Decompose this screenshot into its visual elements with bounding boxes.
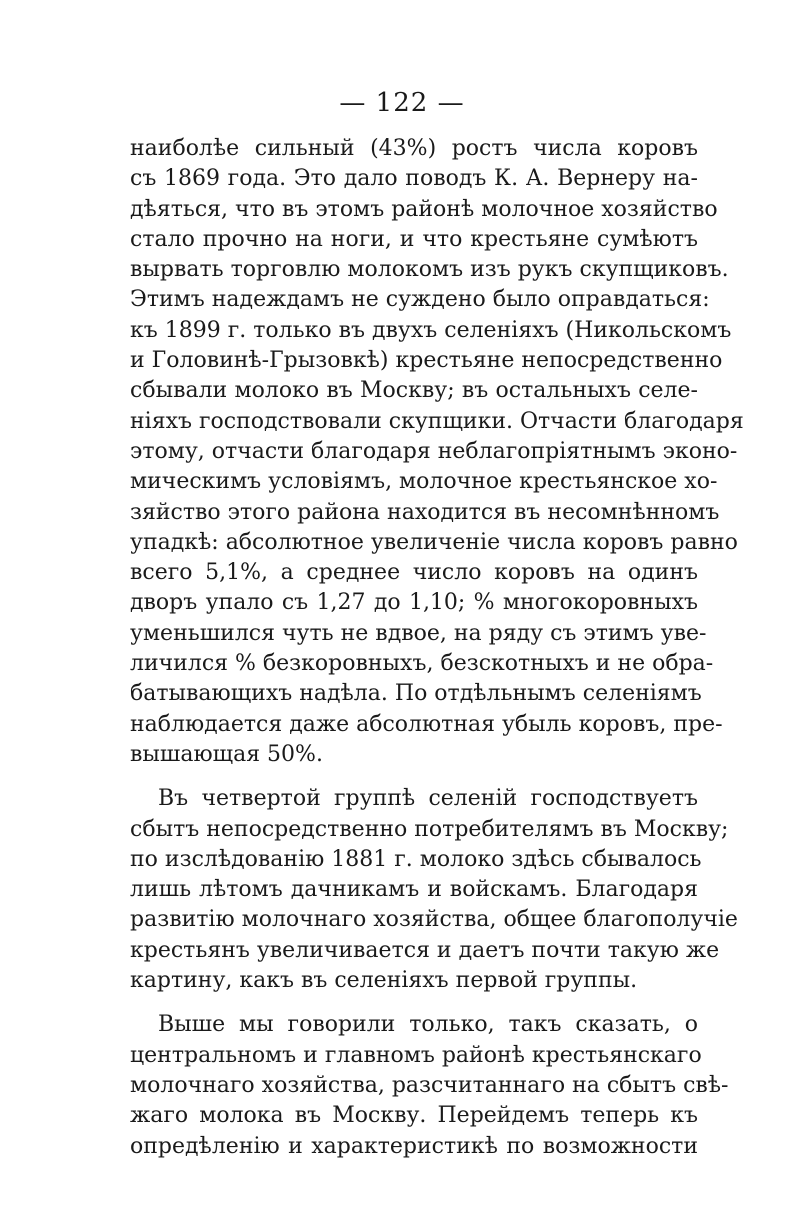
text-line: къ 1899 г. только въ двухъ селеніяхъ (Никольскомъ (130, 317, 732, 343)
text-line: сбытъ непосредственно потребителямъ въ Москву; (130, 816, 729, 842)
text-line: вырвать торговлю молокомъ изъ рукъ скупщиковъ. (130, 257, 729, 283)
text-line: крестьянъ увеличивается и даетъ почти такую же (130, 937, 720, 963)
text-line: дворъ упало съ 1,27 до 1,10; % многокоровныхъ (130, 590, 698, 616)
text-line: личился % безкоровныхъ, безскотныхъ и не обра- (130, 651, 714, 677)
text-line: этому, отчасти благодаря неблагопріятнымъ эконо- (130, 438, 738, 464)
text-line: Выше мы говорили только, такъ сказать, о (158, 1012, 698, 1038)
text-line: дѣяться, что въ этомъ районѣ молочное хозяйство (130, 196, 718, 222)
text-line: развитію молочнаго хозяйства, общее благополучіе (130, 907, 738, 933)
text-line: Этимъ надеждамъ не суждено было оправдаться: (130, 287, 710, 313)
text-line: съ 1869 года. Это дало поводъ К. А. Вернеру на- (130, 166, 698, 192)
text-line: батывающихъ надѣла. По отдѣльнымъ селеніямъ (130, 681, 702, 707)
text-line: наиболѣе сильный (43%) ростъ числа коровъ (130, 136, 698, 161)
page-text (130, 134, 744, 1162)
text-line: наблюдается даже абсолютная убыль коровъ, пре- (130, 711, 723, 737)
text-line: вышающая 50%. (130, 741, 323, 767)
text-line: и Головинѣ-Грызовкѣ) крестьяне непосредственно (130, 348, 723, 374)
text-line: сбывали молоко въ Москву; въ остальныхъ селе- (130, 378, 698, 404)
text-line: опредѣленію и характеристикѣ по возможности (130, 1133, 698, 1159)
text-line: уменьшился чуть не вдвое, на ряду съ этимъ уве- (130, 620, 707, 646)
text-line: жаго молока въ Москву. Перейдемъ теперь къ (130, 1103, 698, 1129)
paragraph-2 (130, 784, 738, 996)
text-line: зяйство этого района находится въ несомнѣнномъ (130, 499, 720, 525)
paragraph-gap (130, 996, 698, 1010)
text-line: лишь лѣтомъ дачникамъ и войскамъ. Благодаря (130, 877, 698, 903)
paragraph-gap (130, 770, 698, 784)
text-line: Въ четвертой группѣ селеній господствуетъ (158, 786, 698, 812)
text-line: молочнаго хозяйства, разсчитаннаго на сбытъ свѣ- (130, 1072, 729, 1098)
text-line: центральномъ и главномъ районѣ крестьянскаго (130, 1042, 702, 1068)
text-line: по изслѣдованію 1881 г. молоко здѣсь сбывалось (130, 846, 702, 872)
paragraph-3 (130, 1010, 729, 1161)
text-line: мическимъ условіямъ, молочное крестьянское хо- (130, 469, 718, 495)
text-line: упадкѣ: абсолютное увеличеніе числа коровъ равно (130, 529, 738, 555)
text-line: стало прочно на ноги, и что крестьяне сумѣютъ (130, 226, 698, 252)
page-number: — 122 — (339, 88, 465, 118)
text-line: картину, какъ въ селеніяхъ первой группы. (130, 968, 638, 994)
paragraph-1 (130, 134, 744, 770)
text-line: ніяхъ господствовали скупщики. Отчасти благодаря (130, 408, 744, 434)
text-line: всего 5,1%, а среднее число коровъ на одинъ (130, 560, 698, 586)
